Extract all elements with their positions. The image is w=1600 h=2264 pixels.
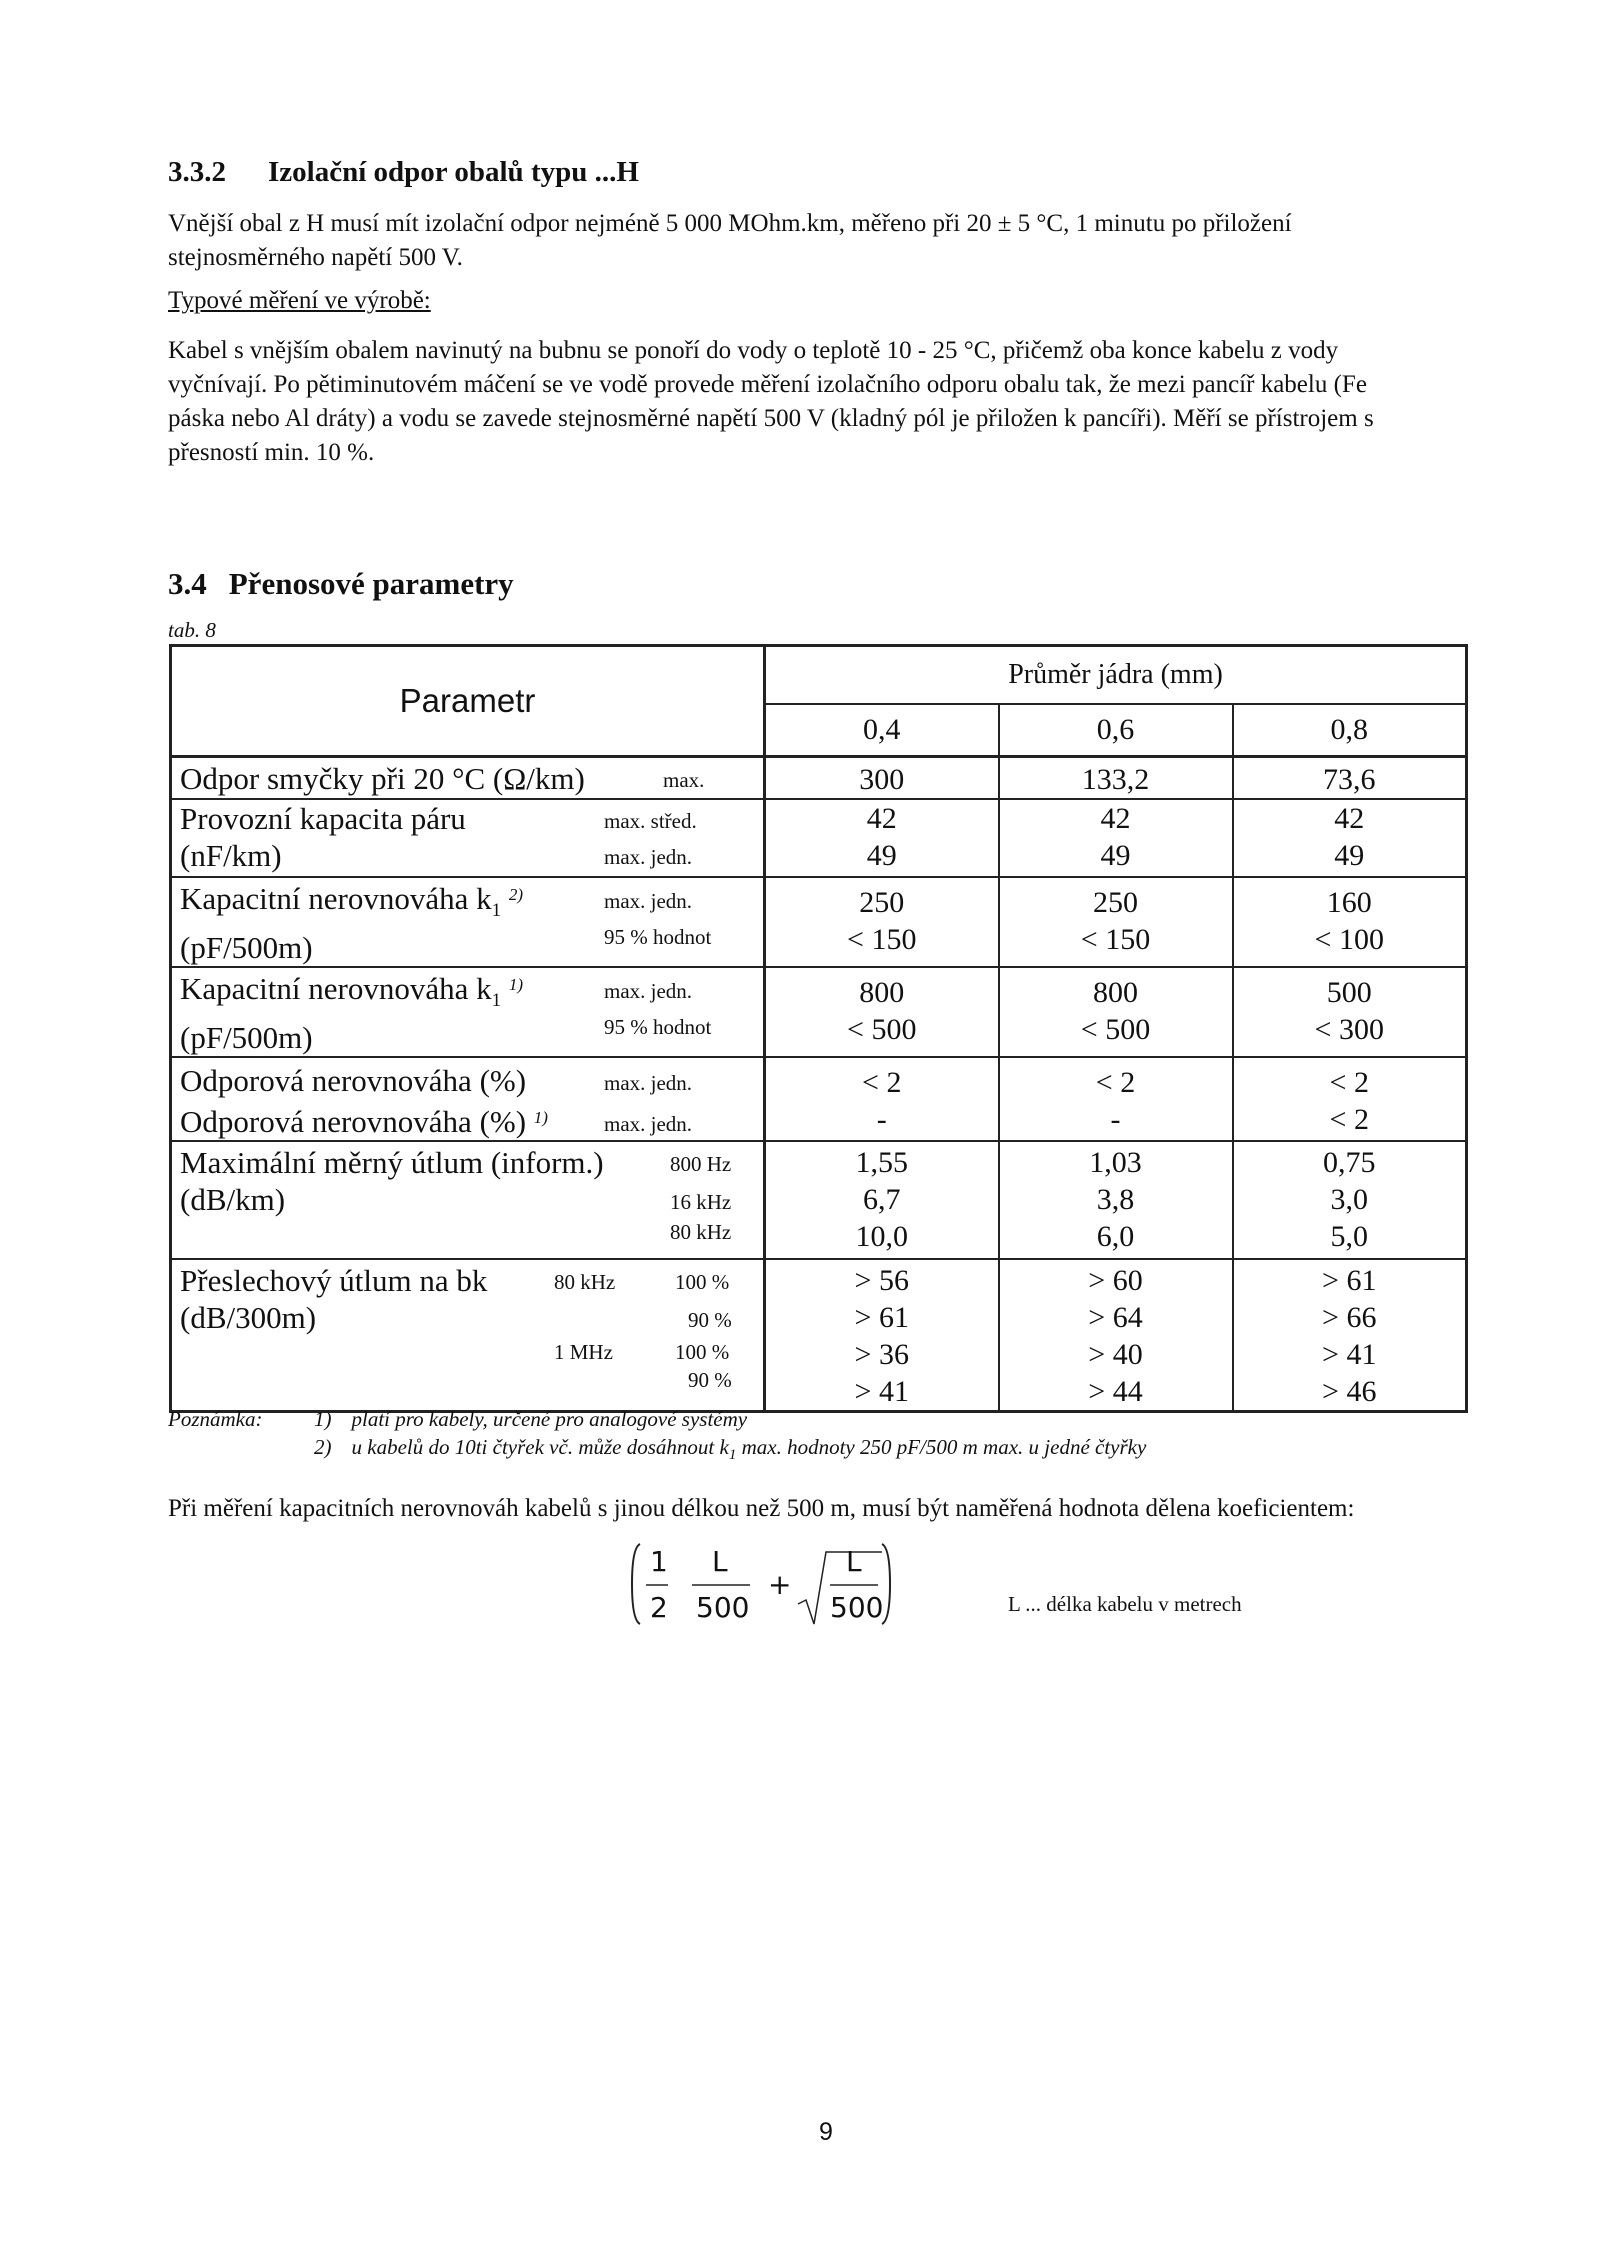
value: 300 [859,763,905,796]
param-cell [171,757,765,800]
fraction-denominator: 2 [650,1591,668,1624]
param-cell [171,1141,765,1259]
qualifier: max. střed. [604,809,697,833]
notes-label: Poznámka: [168,1407,263,1431]
value: 1,03 [1089,1146,1142,1180]
value: 800 [859,976,905,1010]
table-row [171,877,1467,967]
value-cell [1233,1259,1467,1412]
fraction-denominator: 500 [830,1591,884,1624]
table-row [171,1259,1467,1412]
value: 42 [1334,802,1365,835]
value: < 300 [1314,1013,1384,1047]
value: 1,55 [855,1146,908,1180]
value: > 41 [1322,1338,1377,1372]
qualifier: 95 % hodnot [604,925,712,949]
param-unit: (pF/500m) [180,930,313,966]
fraction-numerator: 1 [650,1545,668,1578]
note-text: u kabelů do 10ti čtyřek vč. může dosáhnout k [351,1435,729,1459]
qualifier: max. jedn. [604,1112,693,1137]
value-cell [999,757,1233,800]
value: > 44 [1088,1375,1143,1409]
param-unit: (nF/km) [180,838,282,873]
value: > 61 [1322,1264,1377,1298]
value-cell [765,967,999,1057]
plus-sign: + [768,1568,792,1601]
frequency: 800 Hz [670,1152,732,1177]
value: 160 [1326,886,1372,919]
qualifier: 95 % hodnot [604,1015,712,1040]
coefficient-formula [630,1540,900,1628]
table-row [171,1057,1467,1141]
value: - [876,1103,887,1137]
value-cell [999,1259,1233,1412]
param-cell [171,877,765,967]
param-unit: (dB/km) [180,1182,286,1218]
value: > 56 [854,1264,909,1298]
param-unit: (pF/500m) [180,1020,313,1056]
transmission-parameters-table [169,644,1468,1413]
fraction-denominator: 500 [696,1591,750,1624]
param-label-text: Kapacitní nerovnováha k [180,881,492,916]
value: 49 [1100,839,1131,872]
value: < 2 [1329,1066,1369,1100]
paragraph-line: vyčnívají. Po pětiminutovém máčení se ve vodě provede měření izolačního odporu obalu tak, že mezi pancíř kabelu (Fe [168,371,1367,398]
section-number: 3.3.2 [168,156,226,188]
table-caption: tab. 8 [168,618,216,642]
value-cell [1233,967,1467,1057]
value: > 64 [1088,1301,1143,1335]
frequency: 16 kHz [670,1190,732,1215]
value: 250 [859,886,905,919]
value: > 40 [1088,1338,1143,1372]
value: 42 [866,802,897,835]
param-label-text: Odporová nerovnováha (%) [180,1104,527,1140]
param-label: Odpor smyčky při 20 °C (Ω/km) [180,761,585,796]
value-cell [765,1259,999,1412]
section-3-3-2-heading [168,156,639,189]
value: 3,8 [1096,1183,1135,1217]
value: 73,6 [1323,763,1376,796]
formula-note: L ... délka kabelu v metrech [1008,1592,1242,1616]
qualifier: max. jedn. [604,979,693,1004]
paragraph-line: Vnější obal z H musí mít izolační odpor nejméně 5 000 MOhm.km, měřeno při 20 ± 5 °C, 1 minutu po přiložení [168,210,1292,237]
param-label-text: Kapacitní nerovnováha k [180,971,492,1007]
note-mark: 2) [314,1435,332,1459]
value: < 150 [1080,923,1151,956]
value: 42 [1100,802,1131,835]
param-cell [171,1259,765,1412]
qualifier: max. jedn. [604,889,693,913]
value: > 46 [1322,1375,1377,1409]
value: < 150 [847,923,917,956]
section-number: 3.4 [168,566,207,601]
subscript: 1 [491,900,502,922]
left-parenthesis [632,1544,640,1624]
subscript: 1 [491,990,502,1012]
value: 5,0 [1330,1220,1368,1254]
measurement-text: Při měření kapacitních nerovnováh kabelů s jinou délkou než 500 m, musí být naměřená hodnota dělena koeficientem: [168,1495,1355,1522]
insulation-requirement-paragraph [168,207,1292,275]
diameter-header: Průměr jádra (mm) [765,646,1467,705]
value: < 500 [847,1013,917,1047]
value: 3,0 [1330,1183,1368,1217]
value-cell [999,1141,1233,1259]
value: > 66 [1322,1301,1377,1335]
value: 49 [866,839,897,872]
value: < 2 [1329,1103,1369,1137]
footnote-mark: 2) [508,885,524,904]
value-cell [1233,877,1467,967]
section-3-4-heading [168,566,514,602]
paragraph-line: stejnosměrného napětí 500 V. [168,244,463,271]
fraction-numerator: L [712,1545,728,1578]
value: 6,0 [1096,1220,1135,1254]
section-title: Přenosové parametry [228,566,514,601]
value-cell [1233,799,1467,877]
value: > 41 [854,1375,909,1409]
value-cell [765,877,999,967]
value: < 500 [1080,1013,1151,1047]
percentile: 90 % [688,1308,732,1333]
value-cell [765,1057,999,1141]
table-row [171,967,1467,1057]
value: 0,75 [1323,1146,1376,1180]
value-cell [765,757,999,800]
value: 500 [1326,976,1372,1010]
value: 6,7 [863,1183,901,1217]
percentile: 90 % [688,1368,732,1393]
frequency: 1 MHz [554,1340,613,1365]
value: > 61 [854,1301,909,1335]
value: < 2 [1095,1066,1136,1100]
param-cell [171,1057,765,1141]
value-cell [999,1057,1233,1141]
table-row [171,1141,1467,1259]
param-label: Maximální měrný útlum (inform.) [180,1145,604,1181]
paragraph-line: přesností min. 10 %. [168,439,375,466]
value: > 36 [854,1338,909,1372]
diameter-0-8: 0,8 [1233,704,1467,757]
value: > 60 [1088,1264,1143,1298]
value-cell [1233,1141,1467,1259]
note-2 [314,1435,1146,1464]
page-number: 9 [819,2118,833,2146]
value-cell [765,799,999,877]
diameter-0-6: 0,6 [999,704,1233,757]
note-mark: 1) [314,1407,332,1431]
param-cell [171,799,765,877]
value-cell [1233,1057,1467,1141]
fraction-numerator: L [846,1545,862,1578]
value-cell [765,1141,999,1259]
percentile: 100 % [675,1340,730,1365]
table-header-row [171,646,1467,705]
parameter-header: Parametr [171,646,765,757]
note-1 [314,1407,747,1432]
table-row [171,799,1467,877]
value-cell [999,967,1233,1057]
footnote-mark: 1) [508,975,524,995]
value: < 100 [1314,923,1384,956]
footnote-mark: 1) [533,1108,548,1128]
value: 250 [1093,886,1138,919]
value-cell [999,877,1233,967]
qualifier: max. jedn. [604,1071,693,1096]
note-text: max. hodnoty 250 pF/500 m max. u jedné čtyřky [736,1435,1147,1459]
value-cell [1233,757,1467,800]
table-row [171,757,1467,800]
subscript: 1 [728,1447,737,1464]
frequency: 80 kHz [554,1270,616,1295]
procedure-paragraph [168,334,1374,470]
value: < 2 [862,1066,902,1100]
section-title: Izolační odpor obalů typu ...H [268,156,639,188]
type-test-heading: Typové měření ve výrobě: [168,287,431,314]
note-text: platí pro kabely, určené pro analogové systémy [351,1407,748,1431]
percentile: 100 % [675,1270,730,1295]
paragraph-line: páska nebo Al dráty) a vodu se zavede stejnosměrné napětí 500 V (kladný pól je přiložen k pancíři). Měří se přístrojem s [168,405,1374,432]
value: 800 [1093,976,1138,1010]
paragraph-line: Kabel s vnějším obalem navinutý na bubnu se ponoří do vody o teplotě 10 - 25 °C, přičemž oba konce kabelu z vody [168,337,1339,364]
param-label: Provozní kapacita páru [180,801,466,836]
value: 10,0 [855,1220,908,1254]
qualifier: max. jedn. [604,845,693,869]
param-label: Odporová nerovnováha (%) [180,1063,527,1099]
diameter-0-4: 0,4 [765,704,999,757]
qualifier: max. [663,768,705,792]
value: - [1110,1103,1121,1137]
param-label: Přeslechový útlum na bk [180,1263,488,1299]
param-cell [171,967,765,1057]
value-cell [999,799,1233,877]
value: 133,2 [1081,763,1150,796]
value: 49 [1334,839,1365,872]
param-unit: (dB/300m) [180,1300,317,1336]
frequency: 80 kHz [670,1220,732,1245]
